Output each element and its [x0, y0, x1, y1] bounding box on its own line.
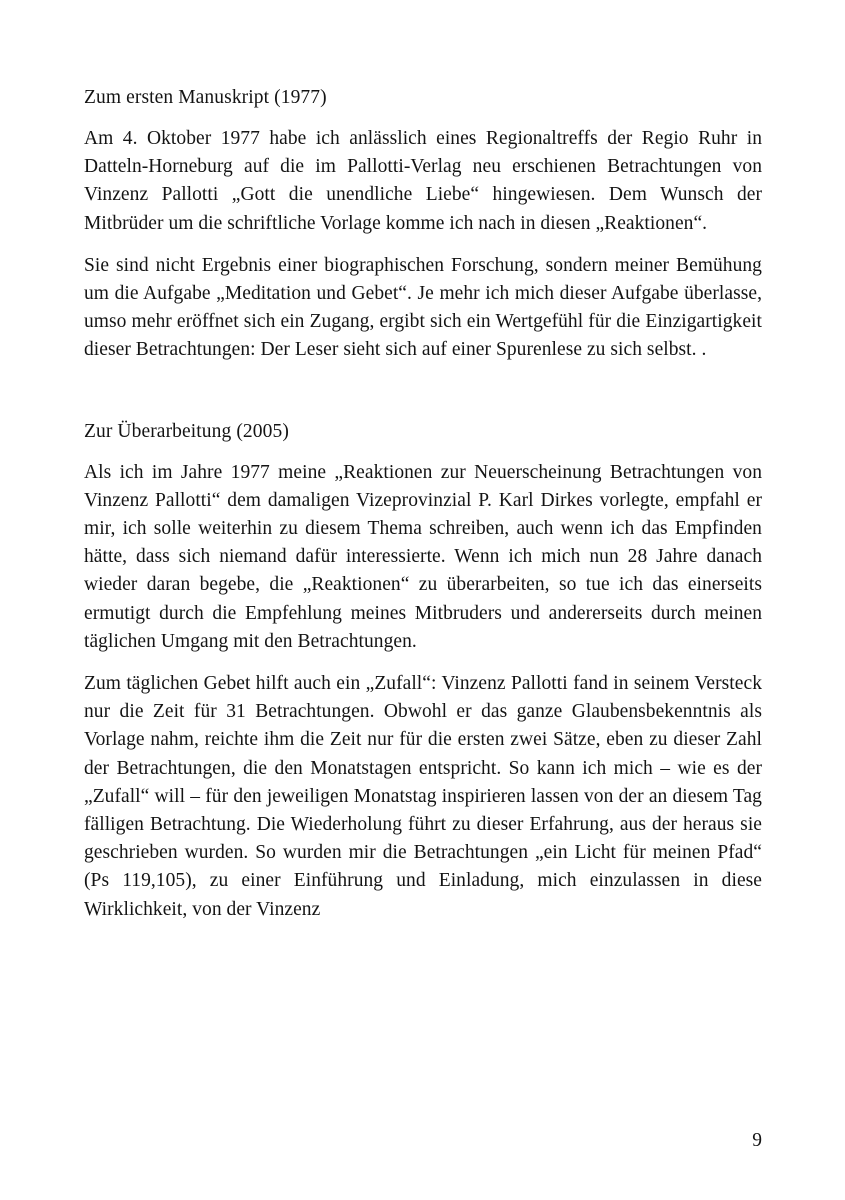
- text-column: [84, 84, 762, 924]
- paragraph: Als ich im Jahre 1977 meine „Reaktionen zur Neuerscheinung Betrachtungen von Vinzenz Pallotti“ dem damaligen Vizeprovinzial P. Karl Dirkes vorlegte, empfahl er mir, ich solle weiterhin zu diesem Thema schreiben, auch wenn ich das Empfinden hätte, dass sich niemand dafür interessierte. Wenn ich mich nun 28 Jahre danach wieder daran begebe, die „Reaktionen“ zu überarbeiten, so tue ich das einerseits ermutigt durch die Empfehlung meines Mitbruders und andererseits durch meinen täglichen Umgang mit den Betrachtungen.: [84, 461, 762, 652]
- paragraph: Am 4. Oktober 1977 habe ich anlässlich eines Regionaltreffs der Regio Ruhr in Datteln-Horneburg auf die im Pallotti-Verlag neu erschienen Betrachtungen von Vinzenz Pallotti „Gott die unendliche Liebe“ hingewiesen. Dem Wunsch der Mitbrüder um die schriftliche Vorlage komme ich nach in diesen „Reaktionen“.: [84, 128, 762, 234]
- section-heading-first-manuscript: Zum ersten Manuskript (1977): [84, 87, 327, 108]
- spacer: [84, 112, 762, 125]
- spacer: [84, 446, 762, 459]
- page-number: 9: [752, 1130, 762, 1151]
- paragraph: Sie sind nicht Ergebnis einer biographischen Forschung, sondern meiner Bemühung um die Aufgabe „Meditation und Gebet“. Je mehr ich mich dieser Aufgabe überlasse, umso mehr eröffnet sich ein Zugang, ergibt sich ein Wertgefühl für die Einzigartigkeit dieser Betrachtungen: Der Leser sieht sich auf einer Spurenlese zu sich selbst. .: [84, 254, 762, 361]
- spacer: [84, 656, 762, 670]
- section-heading-revision: Zur Überarbeitung (2005): [84, 420, 289, 442]
- spacer: [84, 365, 762, 418]
- paragraph: Zum täglichen Gebet hilft auch ein „Zufall“: Vinzenz Pallotti fand in seinem Versteck nur die Zeit für 31 Betrachtungen. Obwohl er das ganze Glaubensbekenntnis als Vorlage nahm, reichte ihm die Zeit nur für die ersten zwei Sätze, eben zu dieser Zahl der Betrachtungen, die den Monatstagen entspricht. So kann ich mich – wie es der „Zufall“ will – für den jeweiligen Monatstag inspirieren lassen von der an diesem Tag fälligen Betrachtung. Die Wiederholung führt zu dieser Erfahrung, aus der heraus sie geschrieben wurden. So wurden mir die Betrachtungen „ein Licht für meinen Pfad“ (Ps 119,105), zu einer Einführung und Einladung, mich einzulassen in diese Wirklichkeit, von der Vinzenz: [84, 673, 762, 920]
- spacer: [84, 238, 762, 252]
